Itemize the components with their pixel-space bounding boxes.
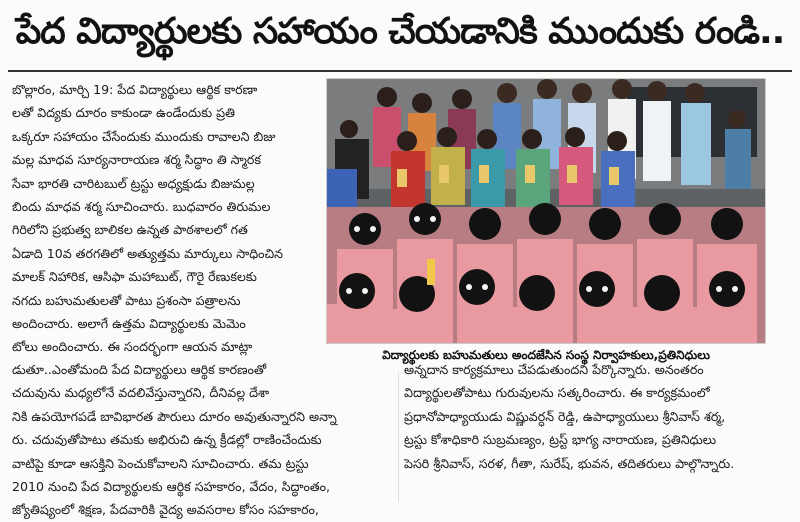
body-line: 2010 నుంచి పేద విద్యార్థులకు ఆర్థిక సహకారం, వేదం, సిద్ధాంతం, (12, 479, 331, 495)
body-line: మాలక్ నిహారిక, ఆసిఫా మహాబుట్, గౌరై రేణుకలకు (12, 269, 257, 285)
body-line: జ్యోతిష్యంలో శిక్షణ, పేదవారికి వైద్య అవసరాల కోసం సహకారం, (12, 502, 319, 518)
body-line: అందించారు. అలాగే ఉత్తమ విద్యార్థులకు మెమెం (12, 316, 246, 332)
body-line: విద్యార్థులతోపాటు గురువులను సత్కరించారు. ఈ కార్యక్రమంలో (404, 385, 710, 401)
body-line: బొల్లారం, మార్చి 19: పేద విద్యార్థులు ఆర్థిక కారణా (12, 82, 258, 97)
body-line: చదువును మధ్యలోనే వదలివేస్తున్నారని, దీనివల్ల దేశా (12, 385, 270, 401)
article-body-bottom-left (12, 358, 396, 518)
body-line: సేవా భారతి చారిటబుల్ ట్రస్టు అధ్యక్షుడు బిజుమల్ల (12, 175, 255, 191)
photo-caption: విద్యార్థులకు బహుమతులు అందజేసిన సంస్థ నిర్వాహకులు,ప్రతినిధులు (382, 347, 710, 362)
body-line: నగదు బహుమతులతో పాటు ప్రశంసా పత్రాలను (12, 292, 241, 308)
body-line: నికి ఉపయోగపడే బావిభారత పౌరులు దూరం అవుతున్నారని అన్నా (12, 408, 337, 424)
body-line: టోలు అందించారు. ఈ సందర్భంగా ఆయన మాట్లా (12, 339, 253, 355)
news-photo (326, 78, 766, 344)
body-line: డుతూ..ఎంతోమంది పేద విద్యార్థులు ఆర్థిక కారణంతో (12, 362, 267, 377)
body-line: ఏడాది 10వ తరగతిలో అత్యుత్తమ మార్కులు సాధించిన (12, 245, 284, 261)
body-line: ట్రస్టు కోశాధికారి సుబ్రమణ్యం, ట్రస్ట్ భాగ్య నారాయణ, ప్రతినిధులు (404, 432, 717, 448)
photo-illustration (327, 79, 765, 343)
body-line: రు. చదువుతోపాటు తమకు అభిరుచి ఉన్న క్రీడల్లో రాణించేందుకు (12, 432, 322, 448)
body-line: పెసరి శ్రీనివాస్, సరళ, గీతా, సురేష్, భువన, తదితరులు పాల్గొన్నారు. (404, 455, 735, 471)
article-body-bottom-right (404, 358, 776, 508)
headline: పేద విద్యార్థులకు సహాయం చేయడానికి ముందుకు రండి.. (15, 11, 785, 52)
body-line: గిరిలోని ప్రభుత్వ బాలికల ఉన్నత పాఠశాలలో గత (12, 222, 248, 238)
body-line: వాటిపై కూడా ఆసక్తిని పెంచుకోవాలని సూచించారు. తమ ట్రస్టు (12, 455, 309, 471)
body-line: మల్ల మాధవ సూర్యనారాయణ శర్మ సిద్ధాం తి స్మారక (12, 152, 261, 168)
headline-rule (8, 70, 792, 72)
body-line: అన్నదాన కార్యక్రమాలు చేపడుతుందని పేర్కొన్నారు. అనంతరం (404, 362, 704, 377)
article-body-top (12, 78, 324, 360)
body-line: బిందు మాధవ శర్మ సూచించారు. బుధవారం తిరుమల (12, 199, 271, 215)
body-line: ప్రధానోపాధ్యాయుడు విష్ణువర్ధన్ రెడ్డి, ఉపాధ్యాయులు శ్రీనివాస్ శర్మ, (404, 408, 726, 424)
column-divider (398, 372, 399, 502)
body-line: లతో విద్యకు దూరం కాకుండా ఉండేందుకు ప్రతి (12, 105, 235, 121)
body-line: ఒక్కరూ సహాయం చేసేందుకు ముందుకు రావాలని బిజు (12, 128, 276, 144)
